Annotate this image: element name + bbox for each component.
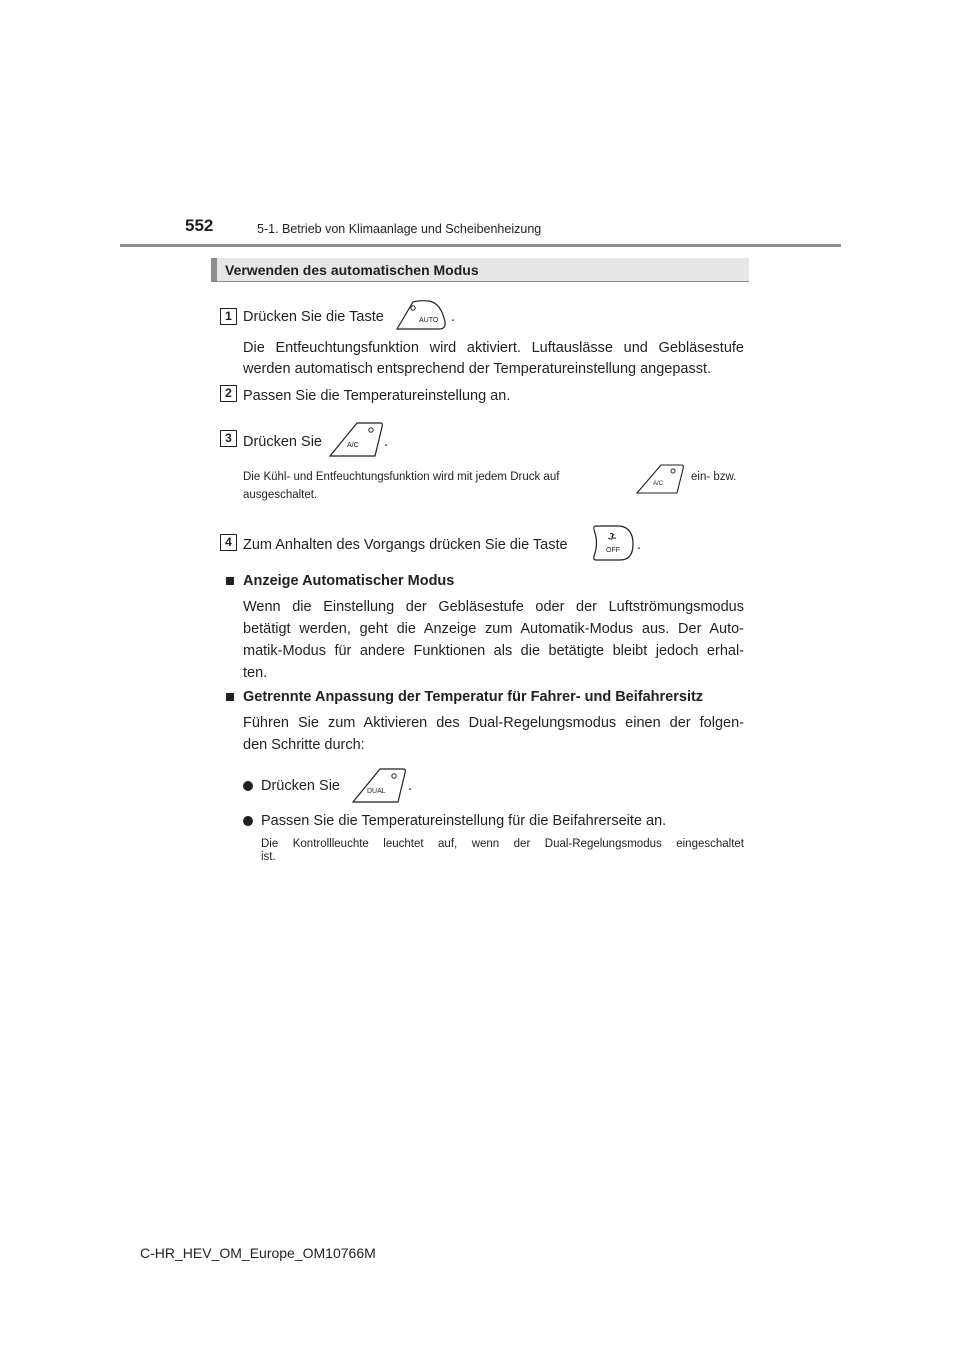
info-2-note-line-2: ist.: [261, 851, 276, 863]
square-bullet-icon: [226, 693, 234, 701]
header-rule: [120, 244, 841, 247]
info-1-line-1: Wenn die Einstellung der Gebläsestufe oder der Luftströmungsmodus: [243, 599, 744, 615]
section-title: Verwenden des automatischen Modus: [225, 262, 479, 278]
page-number: 552: [185, 216, 214, 235]
step-number-4: 4: [220, 534, 237, 551]
ac-button-small-label: A/C: [653, 481, 664, 487]
ac-button-icon-small: [634, 462, 686, 496]
step-3-note-line-2: ausgeschaltet.: [243, 489, 318, 501]
step-1-desc-line-2: werden automatisch entsprechend der Temperatureinstellung angepasst.: [243, 361, 712, 377]
step-3-period: .: [384, 434, 389, 450]
step-4-text: Zum Anhalten des Vorgangs drücken Sie die Taste: [243, 537, 568, 553]
info-1-line-4: ten.: [243, 665, 268, 681]
document-footer-code: C-HR_HEV_OM_Europe_OM10766M: [140, 1245, 376, 1261]
square-bullet-icon: [226, 577, 234, 585]
chapter-section-title: 5-1. Betrieb von Klimaanlage und Scheibenheizung: [257, 222, 542, 236]
info-2-bullet-1-text: Drücken Sie: [261, 778, 340, 794]
off-button-label: OFF: [606, 547, 620, 554]
round-bullet-icon: [243, 816, 253, 826]
step-3-text: Drücken Sie: [243, 434, 322, 450]
round-bullet-icon: [243, 781, 253, 791]
info-2-bullet-2-text: Passen Sie die Temperatureinstellung für die Beifahrerseite an.: [261, 813, 667, 829]
info-2-note-line-1: Die Kontrollleuchte leuchtet auf, wenn der Dual-Regelungsmodus eingeschaltet: [261, 838, 744, 850]
section-heading-bar: [211, 258, 749, 282]
step-1-instruction: [243, 307, 384, 328]
dual-button-icon: [350, 765, 408, 805]
info-2-line-1: Führen Sie zum Aktivieren des Dual-Regelungsmodus einen der folgen-: [243, 715, 744, 731]
auto-button-icon: [393, 298, 449, 332]
info-2-line-2: den Schritte durch:: [243, 737, 365, 753]
off-button-icon: [590, 522, 636, 564]
info-1-line-2: betätigt werden, geht die Anzeige zum Automatik-Modus aus. Der Auto-: [243, 621, 744, 637]
step-number-1: 1: [220, 308, 237, 325]
step-3-note-part-2: ein- bzw.: [691, 471, 737, 483]
step-number-3: 3: [220, 430, 237, 447]
auto-button-label: AUTO: [419, 317, 439, 324]
section-bar-accent: [211, 258, 217, 281]
step-number-2: 2: [220, 385, 237, 402]
info-2-heading: Getrennte Anpassung der Temperatur für Fahrer- und Beifahrersitz: [243, 689, 704, 705]
step-1-text: Drücken Sie die Taste: [243, 309, 384, 325]
ac-button-label: A/C: [347, 442, 359, 449]
info-1-heading: Anzeige Automatischer Modus: [243, 573, 455, 589]
step-4-period: .: [637, 537, 642, 553]
step-2-instruction: Passen Sie die Temperatureinstellung an.: [243, 388, 511, 404]
step-1-desc-line-1: Die Entfeuchtungsfunktion wird aktiviert. Luftauslässe und Gebläsestufe: [243, 340, 744, 356]
dual-button-label: DUAL: [367, 788, 386, 795]
ac-button-icon: [327, 419, 385, 459]
info-2-bullet-1-period: .: [408, 778, 413, 794]
info-1-line-3: matik-Modus für andere Funktionen als die betätigte bleibt jedoch erhal-: [243, 643, 744, 659]
step-1-period: .: [451, 309, 456, 325]
step-3-note-part-1: Die Kühl- und Entfeuchtungsfunktion wird mit jedem Druck auf: [243, 471, 560, 483]
